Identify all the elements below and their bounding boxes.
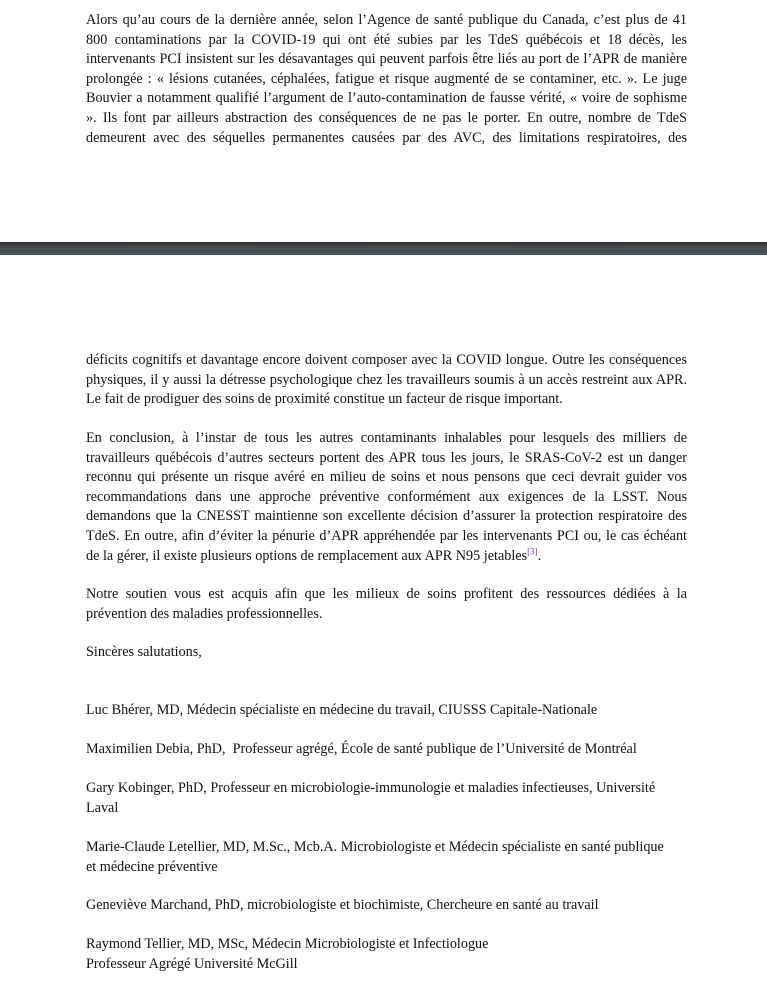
signatory [86, 896, 706, 916]
text-line: prévention des maladies professionnelles. [86, 605, 323, 622]
signatory [86, 740, 706, 760]
text-line: Alors qu’au cours de la dernière année, selon l’Agence de santé publique du Canada, c’est plus de 41 [86, 12, 687, 28]
signatory-line: Gary Kobinger, PhD, Professeur en microbiologie-immunologie et maladies infectieuses, Université [86, 780, 656, 796]
signatory-line: Professeur Agrégé Université McGill [86, 955, 298, 972]
signatory-line: Marie-Claude Letellier, MD, M.Sc., Mcb.A. Microbiologiste et Médecin spécialiste en santé publique [86, 839, 664, 855]
footnote-reference-link[interactable]: [3] [527, 545, 538, 556]
text-line: Le fait de prodiguer des soins de proximité constitue un facteur de risque important. [86, 391, 563, 408]
signatory-line: Luc Bhérer, MD, Médecin spécialiste en médecine du travail, CIUSSS Capitale-Nationale [86, 702, 598, 718]
document-page-top [0, 0, 767, 242]
paragraph-conclusion [86, 429, 687, 566]
text-line: En conclusion, à l’instar de tous les autres contaminants inhalables pour lesquels des milliers de [86, 430, 687, 446]
signatory-line: Maximilien Debia, PhD, Professeur agrégé, École de santé publique de l’Université de Montréal [86, 741, 637, 757]
paragraph-support [86, 585, 687, 624]
text-line [86, 547, 687, 567]
signatory-line: Laval [86, 799, 119, 816]
sentence-end: . [537, 547, 542, 564]
text-line-content: de la gérer, il existe plusieurs options de remplacement aux APR N95 jetables [86, 547, 528, 564]
signatory [86, 701, 706, 721]
signatory [86, 779, 706, 818]
text-line: Bouvier a notamment qualifié l’argument de l’auto-contamination de fausse vérité, « voire de sophisme [86, 90, 687, 107]
text-line: TdeS. En outre, afin d’éviter la pénurie d’APR appréhendée par les intervenants PCI ou, le cas échéant [86, 527, 687, 544]
text-line: reconnu qui présente un risque avéré en milieu de soins et nous pensons que ceci devrait guider vos [86, 469, 687, 486]
text-line: intervenants PCI insistent sur les désavantages qui peuvent parfois être liés au port de l’APR de manière [86, 51, 687, 68]
signatory [86, 935, 706, 974]
text-line: ». Ils font par ailleurs abstraction des conséquences de ne pas le porter. En outre, nombre de TdeS [86, 109, 687, 126]
closing-salutation: Sincères salutations, [86, 644, 202, 660]
text-line: prolongée : « lésions cutanées, céphalées, fatigue et risque augmenté de se contaminer, etc. ». Le juge [86, 70, 687, 87]
signatory [86, 838, 706, 877]
text-line: travailleurs québécois d’autres secteurs portent des APR tous les jours, le SRAS-CoV-2 est un danger [86, 449, 687, 466]
text-line: physiques, il y aussi la détresse psychologique chez les travailleurs soumis à un accès restreint aux APR. [86, 371, 687, 388]
text-line: 800 contaminations par la COVID-19 qui ont été subies par les TdeS québécois et 18 décès, les [86, 31, 687, 48]
signatory-line: et médecine préventive [86, 858, 218, 875]
document-page-bottom [0, 255, 767, 983]
text-line: déficits cognitifs et davantage encore doivent composer avec la COVID longue. Outre les conséquences [86, 352, 687, 368]
text-line: demandons que la CNESST maintienne son excellente décision d’assurer la protection respiratoire des [86, 508, 687, 525]
page-break-separator [0, 242, 767, 255]
paragraph-contamination-stats [86, 11, 687, 148]
signatory-line: Geneviève Marchand, PhD, microbiologiste et biochimiste, Chercheure en santé au travail [86, 897, 599, 913]
text-line: recommandations dans une approche préventive conformément aux exigences de la LSST. Nous [86, 488, 687, 505]
signatory-line: Raymond Tellier, MD, MSc, Médecin Microbiologiste et Infectiologue [86, 936, 489, 952]
text-line: Notre soutien vous est acquis afin que les milieux de soins profitent des ressources dédiées à la [86, 586, 687, 602]
paragraph-long-covid [86, 351, 687, 410]
text-line: demeurent avec des séquelles permanentes causées par des AVC, des limitations respiratoires, des [86, 129, 687, 146]
